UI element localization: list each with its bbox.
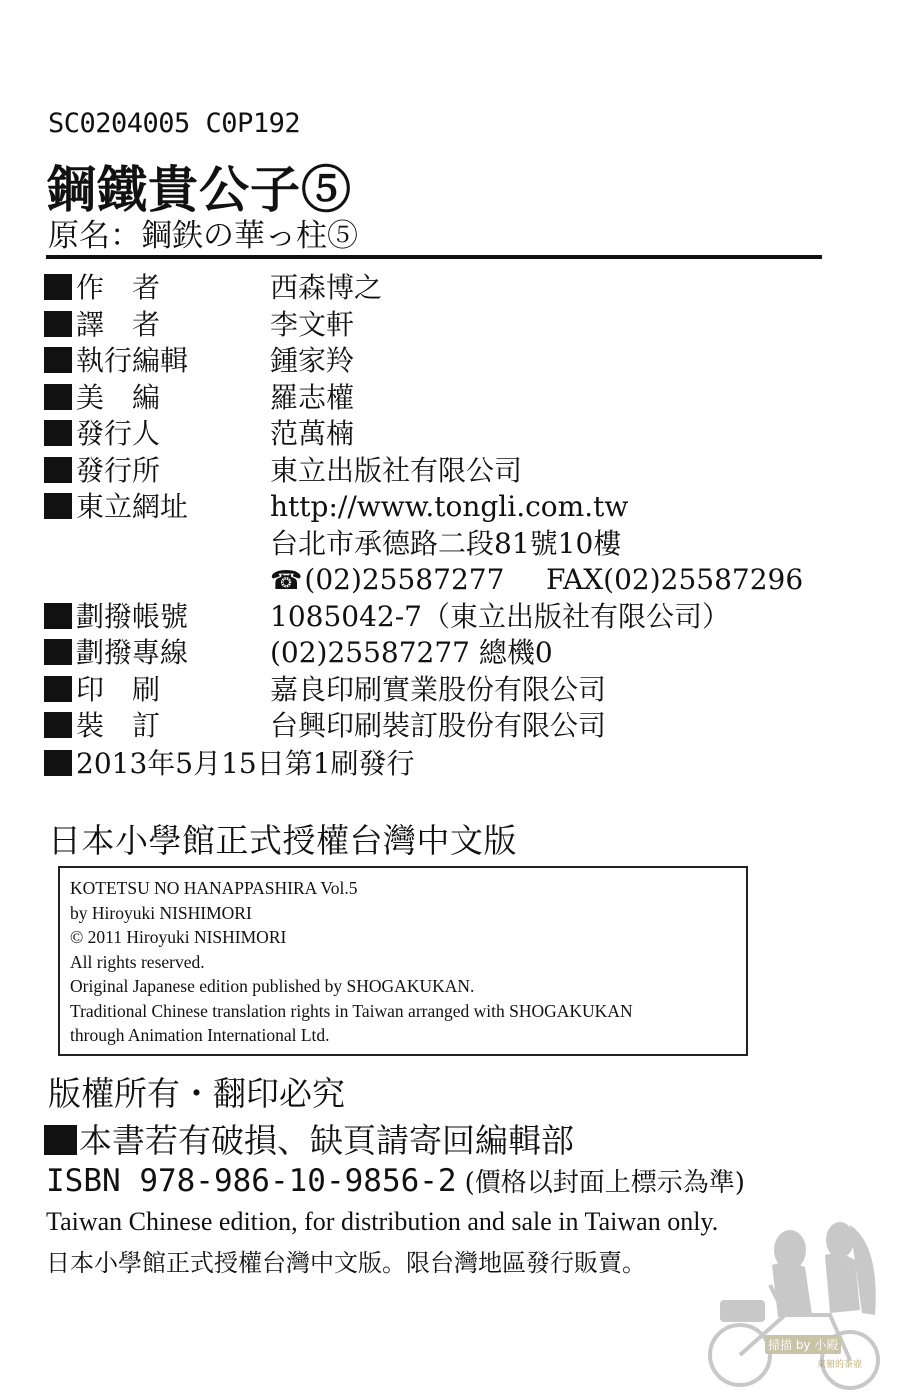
credit-value: (02)25587277 總機0 — [270, 636, 553, 669]
copyright-box — [58, 866, 748, 1056]
watermark-subtext: 東嶺的茶壺 — [817, 1360, 863, 1370]
credit-row-publishing-house — [44, 453, 844, 490]
book-title: 鋼鐵貴公子⑤ — [46, 160, 352, 219]
credit-row-publisher — [44, 416, 844, 453]
credit-row-website — [44, 489, 844, 526]
credit-value: 嘉良印刷實業股份有限公司 — [270, 672, 607, 706]
isbn-number: ISBN 978-986-10-9856-2 — [46, 1163, 457, 1199]
original-title: 原名：鋼鉄の華っ柱⑤ — [48, 218, 358, 254]
credit-row-author — [44, 270, 844, 307]
print-date-text: 2013年5月15日第1刷發行 — [76, 747, 415, 780]
bullet-square-icon — [44, 457, 72, 483]
bullet-square-icon — [44, 712, 72, 738]
copyright-line: KOTETSU NO HANAPPASHIRA Vol.5 — [70, 878, 358, 898]
bicycle-silhouette-icon — [690, 1205, 900, 1392]
credit-value: 西森博之 — [270, 271, 383, 304]
credit-value: 鍾家羚 — [270, 344, 355, 377]
credit-label: 印 刷 — [76, 672, 161, 706]
bullet-square-icon — [44, 676, 72, 702]
credit-value: 范萬楠 — [270, 417, 355, 450]
bullet-square-icon — [44, 1125, 77, 1155]
credit-value: 李文軒 — [270, 307, 355, 341]
credit-row-art-editor — [44, 380, 844, 417]
credit-label: 譯 者 — [76, 307, 161, 341]
copyright-line: © 2011 Hiroyuki NISHIMORI — [70, 927, 287, 947]
credit-value: 羅志權 — [270, 380, 355, 414]
bullet-square-icon — [44, 274, 72, 300]
address-street: 台北市承德路二段81號10樓 — [270, 526, 622, 560]
bullet-square-icon — [44, 311, 72, 337]
copyright-line: All rights reserved. — [70, 951, 205, 972]
rights-reserved: 版權所有・翻印必究 — [48, 1074, 345, 1113]
bullet-square-icon — [44, 603, 72, 629]
bullet-square-icon — [44, 420, 72, 446]
authorization-line: 日本小學館正式授權台灣中文版 — [48, 821, 517, 860]
copyright-line: Original Japanese edition published by SHOGAKUKAN. — [70, 976, 475, 996]
bullet-square-icon — [44, 639, 72, 665]
damage-notice — [44, 1115, 574, 1162]
distribution-english: Taiwan Chinese edition, for distribution and sale in Taiwan only. — [46, 1207, 719, 1236]
credit-value: 東立出版社有限公司 — [270, 453, 523, 487]
credit-label: 發行所 — [76, 453, 161, 487]
credit-row-postal-account — [44, 599, 844, 636]
credit-label: 裝 訂 — [76, 709, 161, 742]
bullet-square-icon — [44, 493, 72, 519]
copyright-line: through Animation International Ltd. — [70, 1025, 330, 1045]
divider — [46, 255, 822, 259]
copyright-line: by Hiroyuki NISHIMORI — [70, 902, 252, 923]
distribution-chinese: 日本小學館正式授權台灣中文版。限台灣地區發行販賣。 — [46, 1249, 646, 1277]
product-code: SC0204005 C0P192 — [48, 108, 301, 139]
price-note: (價格以封面上標示為準) — [464, 1168, 745, 1198]
copyright-line: Traditional Chinese translation rights in Taiwan arranged with SHOGAKUKAN — [70, 1000, 633, 1021]
credit-label: 東立網址 — [76, 490, 189, 523]
credit-value: 台興印刷裝訂股份有限公司 — [270, 709, 607, 742]
address-row — [44, 526, 844, 563]
isbn-line — [46, 1162, 745, 1199]
credits-list — [44, 270, 844, 745]
credit-row-translator — [44, 307, 844, 344]
damage-notice-text: 本書若有破損、缺頁請寄回編輯部 — [79, 1121, 574, 1160]
credit-value: 1085042-7（東立出版社有限公司） — [270, 599, 730, 633]
bullet-square-icon — [44, 347, 72, 373]
credit-label: 作 者 — [76, 271, 161, 304]
watermark-text: 掃描 by 小殿 — [765, 1335, 841, 1354]
credit-label: 劃撥帳號 — [76, 599, 189, 633]
credit-row-editor — [44, 343, 844, 380]
phone-row — [44, 562, 844, 599]
credit-label: 劃撥專線 — [76, 636, 189, 669]
credit-label: 美 編 — [76, 380, 161, 414]
fax-number: FAX(02)25587296 — [546, 563, 804, 596]
phone-number: (02)25587277 — [304, 563, 505, 596]
credit-row-binding — [44, 708, 844, 745]
credit-row-postal-line — [44, 635, 844, 672]
credit-label: 執行編輯 — [76, 344, 189, 377]
website-url: http://www.tongli.com.tw — [270, 490, 629, 523]
phone-icon: ☎ — [270, 566, 303, 596]
credit-label: 發行人 — [76, 417, 161, 450]
bullet-square-icon — [44, 750, 72, 776]
print-date — [44, 742, 415, 782]
credit-row-printing — [44, 672, 844, 709]
bullet-square-icon — [44, 384, 72, 410]
